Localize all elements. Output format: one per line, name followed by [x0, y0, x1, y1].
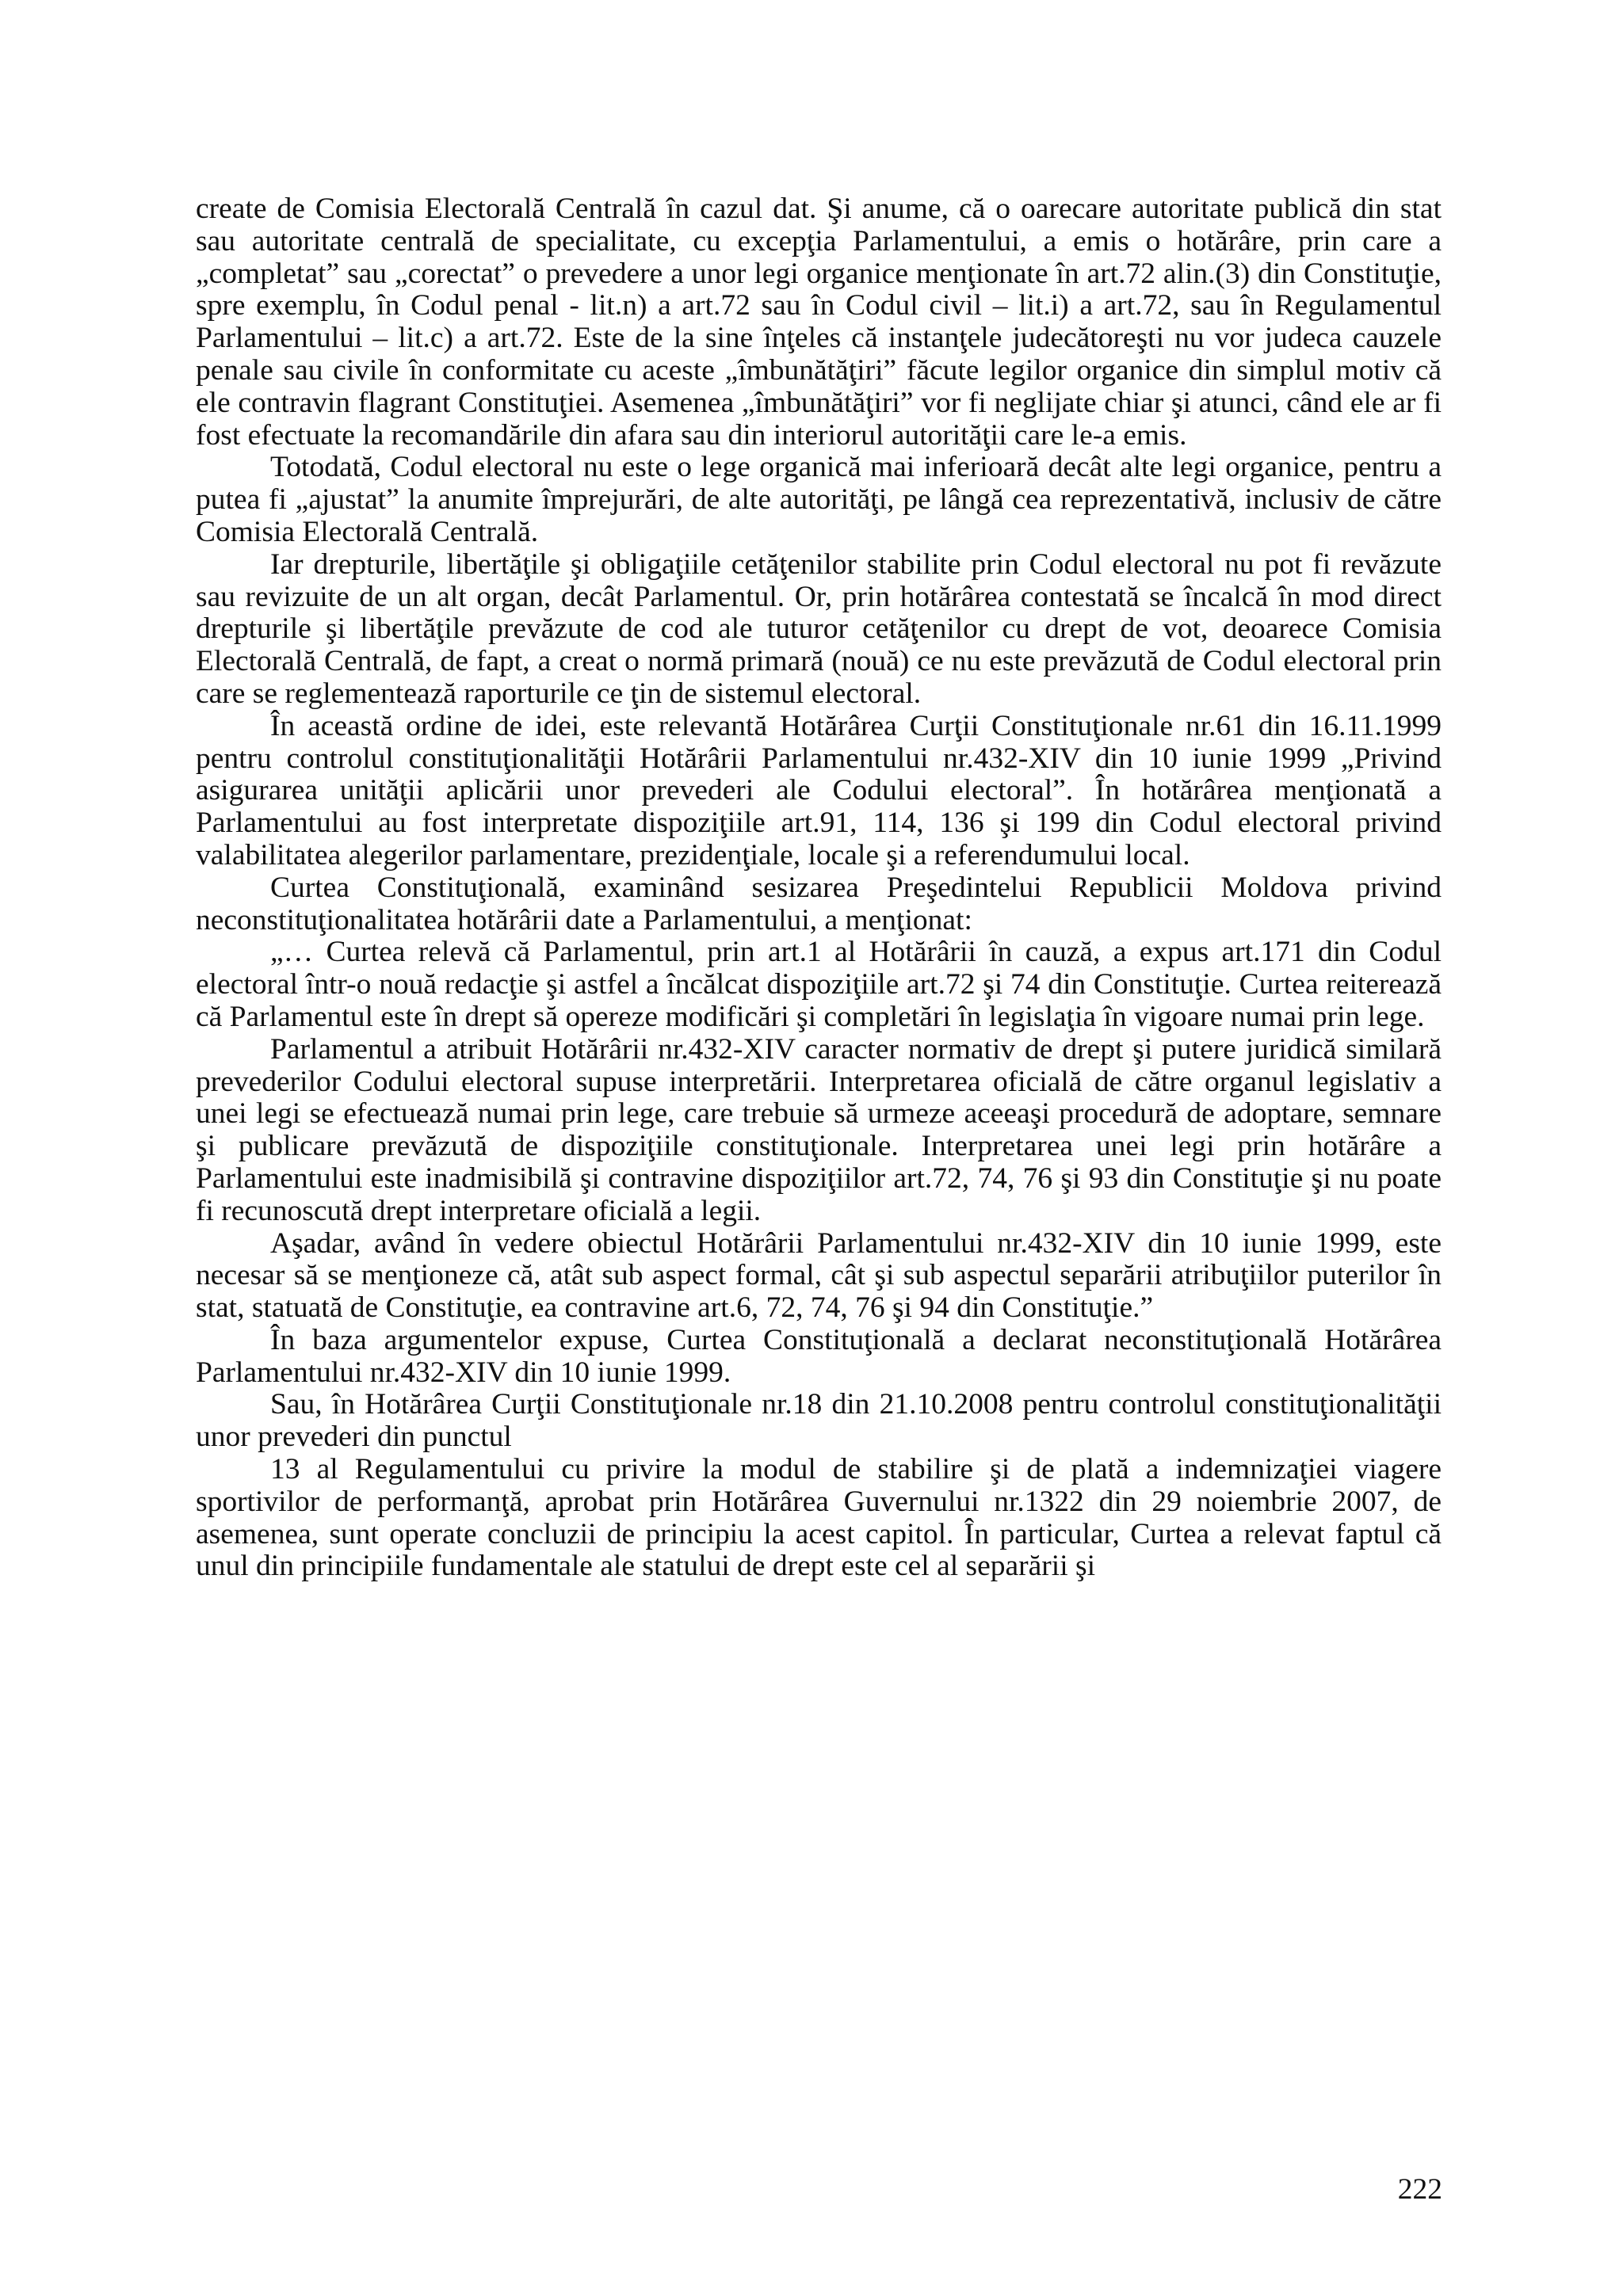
paragraph-11: 13 al Regulamentului cu privire la modul de stabilire şi de plată a indemnizaţiei viagere sportivilor de performanţă, aprobat prin Hotărârea Guvernului nr.1322 din 29 noiembrie 2007, de asemenea, sunt operate concluzii de principiu la acest capitol. În particular, Curtea a relevat faptul că unul din principiile fundamentale ale statului de drept este cel al separării şi [196, 1453, 1442, 1583]
page-number: 222 [1397, 2173, 1442, 2206]
paragraph-1: create de Comisia Electorală Centrală în cazul dat. Şi anume, că o oarecare autoritate publică din stat sau autoritate centrală de specialitate, cu excepţia Parlamentului, a emis o hotărâre, prin care a „completat” sau „corectat” o prevedere a unor legi organice menţionate în art.72 alin.(3) din Constituţie, spre exemplu, în Codul penal - lit.n) a art.72 sau în Codul civil – lit.i) a art.72, sau în Regulamentul Parlamentului – lit.c) a art.72. Este de la sine înţeles că instanţele judecătoreşti nu vor judeca cauzele penale sau civile în conformitate cu aceste „îmbunătăţiri” făcute legilor organice din simplul motiv că ele contravin flagrant Constituţiei. Asemenea „îmbunătăţiri” vor fi neglijate chiar şi atunci, când ele ar fi fost efectuate la recomandările din afara sau din interiorul autorităţii care le-a emis. [196, 193, 1442, 452]
paragraph-3: Iar drepturile, libertăţile şi obligaţiile cetăţenilor stabilite prin Codul electoral nu pot fi revăzute sau revizuite de un alt organ, decât Parlamentul. Or, prin hotărârea contestată se încalcă în mod direct drepturile şi libertăţile prevăzute de cod ale tuturor cetăţenilor cu drept de vot, deoarece Comisia Electorală Centrală, de fapt, a creat o normă primară (nouă) ce nu este prevăzută de Codul electoral prin care se reglementează raporturile ce ţin de sistemul electoral. [196, 547, 1442, 710]
paragraph-9: În baza argumentelor expuse, Curtea Constituţională a declarat neconstituţională Hotărârea Parlamentului nr.432-XIV din 10 iunie 1999. [196, 1323, 1442, 1389]
body-text [196, 193, 1442, 1583]
paragraph-5: Curtea Constituţională, examinând sesizarea Preşedintelui Republicii Moldova privind neconstituţionalitatea hotărârii date a Parlamentului, a menţionat: [196, 871, 1442, 936]
quote-paragraph-3: Aşadar, având în vedere obiectul Hotărârii Parlamentului nr.432-XIV din 10 iunie 1999, este necesar să se menţioneze că, atât sub aspect formal, cât şi sub aspectul separării atribuţiilor puterilor în stat, statuată de Constituţie, ea contravine art.6, 72, 74, 76 şi 94 din Constituţie.” [196, 1226, 1442, 1325]
paragraph-2: Totodată, Codul electoral nu este o lege organică mai inferioară decât alte legi organice, pentru a putea fi „ajustat” la anumite împrejurări, de alte autorităţi, pe lângă cea reprezentativă, inclusiv de către Comisia Electorală Centrală. [196, 451, 1442, 548]
paragraph-10: Sau, în Hotărârea Curţii Constituţionale nr.18 din 21.10.2008 pentru controlul constituţionalităţii unor prevederi din punctul [196, 1388, 1442, 1454]
paragraph-4: În această ordine de idei, este relevantă Hotărârea Curţii Constituţionale nr.61 din 16.11.1999 pentru controlul constituţionalităţii Hotărârii Parlamentului nr.432-XIV din 10 iunie 1999 „Privind asigurarea unităţii aplicării unor prevederi ale Codului electoral”. În hotărârea menţionată a Parlamentului au fost interpretate dispoziţiile art.91, 114, 136 şi 199 din Codul electoral privind valabilitatea alegerilor parlamentare, prezidenţiale, locale şi a referendumului local. [196, 709, 1442, 871]
quote-paragraph-2: Parlamentul a atribuit Hotărârii nr.432-XIV caracter normativ de drept şi putere juridică similară prevederilor Codului electoral supuse interpretării. Interpretarea oficială de către organul legislativ a unei legi se efectuează numai prin lege, care trebuie să urmeze aceeaşi procedură de adoptare, semnare şi publicare prevăzută de dispoziţiile constituţionale. Interpretarea unei legi prin hotărâre a Parlamentului este inadmisibilă şi contravine dispoziţiilor art.72, 74, 76 şi 93 din Constituţie şi nu poate fi recunoscută drept interpretare oficială a legii. [196, 1032, 1442, 1227]
quote-paragraph-1: „… Curtea relevă că Parlamentul, prin art.1 al Hotărârii în cauză, a expus art.171 din Codul electoral într-o nouă redacţie şi astfel a încălcat dispoziţiile art.72 şi 74 din Constituţie. Curtea reiterează că Parlamentul este în drept să opereze modificări şi completări în legislaţia în vigoare numai prin lege. [196, 936, 1442, 1033]
